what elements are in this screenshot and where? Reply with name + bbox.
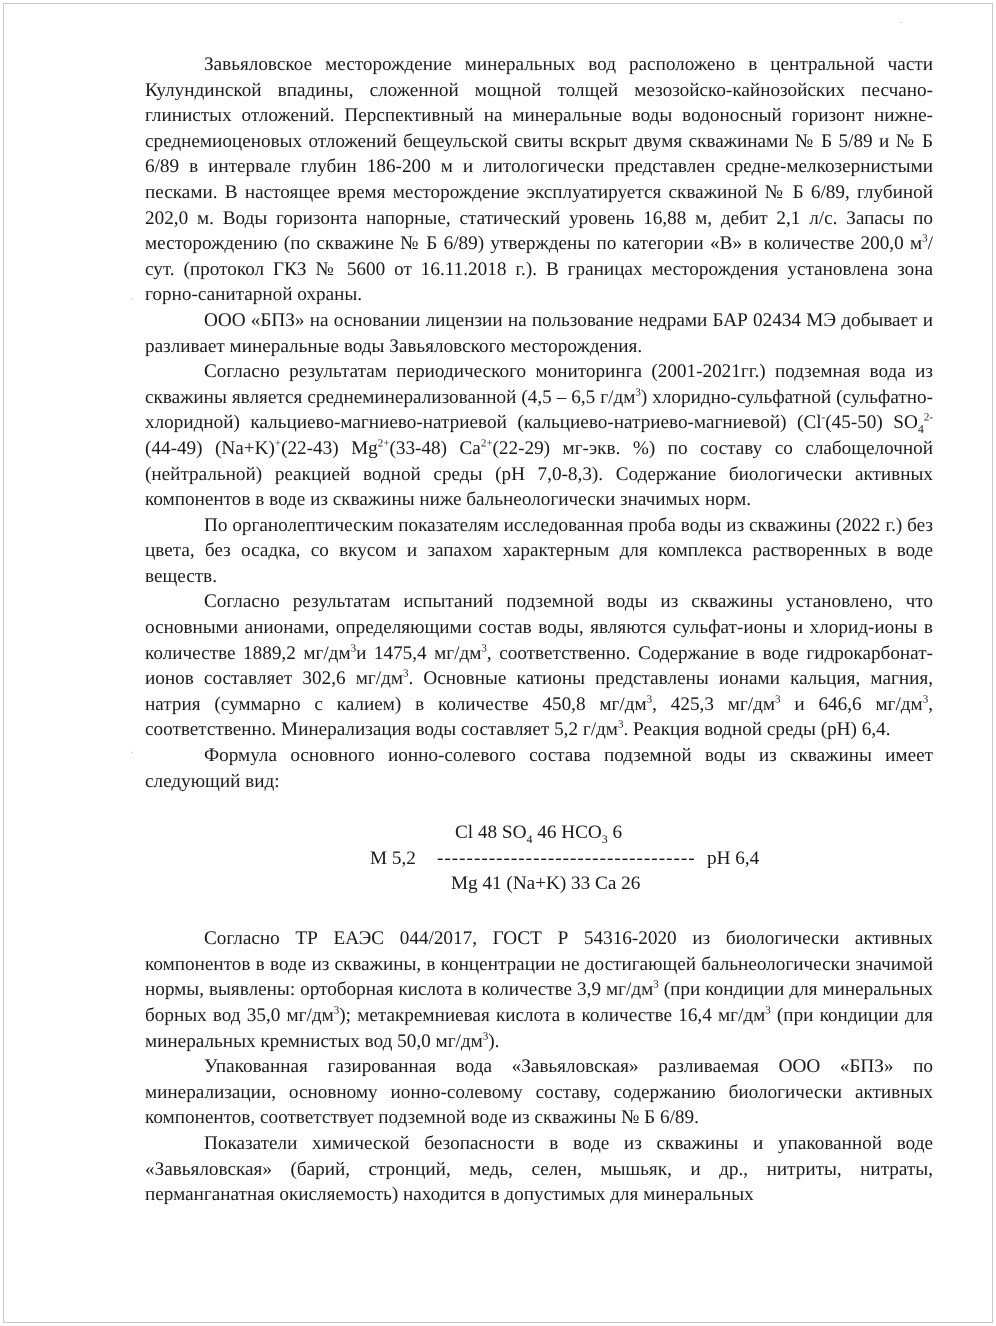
subscript: 4 [526, 832, 533, 847]
ion-composition-formula [145, 820, 933, 896]
paragraph-p4 [145, 513, 933, 590]
text-run: Согласно результатам периодического мониторинга (2001-2021гг.) подземная вода из скважины является среднеминерализованной (4,5 – 6,5 г/дм [145, 361, 933, 408]
superscript: 3 [922, 693, 929, 706]
text-run: (22-43) Mg [281, 437, 378, 459]
formula-denominator: Mg 41 (Na+K) 33 Ca 26 [451, 873, 641, 895]
superscript: 3 [775, 693, 781, 706]
superscript: 3 [653, 979, 659, 992]
text-run: ООО «БПЗ» на основании лицензии на пользование недрами БАР 02434 МЭ добывает и разливает минеральные воды Завьяловского месторождения. [145, 309, 933, 357]
superscript: 2+ [377, 437, 390, 450]
formula-mineralization: М 5,2 [370, 848, 416, 870]
paragraph-p5 [145, 589, 933, 743]
paragraph-p7 [145, 926, 933, 1054]
paragraph-p2 [145, 308, 933, 359]
superscript: + [274, 437, 282, 450]
text-run: и 646,6 мг/дм [780, 693, 923, 715]
text-run: (45-50) SO [825, 412, 918, 434]
superscript: 2- [923, 411, 933, 424]
text-run: По органолептическим показателям исследованная проба воды из скважины (2022 г.) без цвета, без осадка, со вкусом и запахом характерным для комплекса растворенных в воде веществ. [145, 514, 933, 587]
paragraph-p9 [145, 1131, 933, 1208]
text-run: Формула основного ионно-солевого состава подземной воды из скважины имеет следующий вид: [145, 745, 933, 792]
paragraph-p6 [145, 743, 933, 794]
superscript: 3 [350, 642, 357, 655]
text-run: Упакованная газированная вода «Завьяловская» разливаемая ООО «БПЗ» по минерализации, основному ионно-солевому составу, содержанию биологически активных компонентов, соответствует подземной воде из скважины № Б 6/89. [145, 1056, 933, 1129]
text-run: (33-48) Ca [389, 437, 481, 459]
text-run: (при кондиции для минеральных борных вод 35,0 мг/дм [145, 979, 934, 1026]
formula-ph: pH 6,4 [707, 848, 760, 870]
scan-margin-mark: · [130, 292, 134, 306]
superscript: 3 [635, 386, 641, 399]
superscript: - [821, 411, 826, 424]
superscript: 3 [646, 693, 653, 706]
superscript: 3 [402, 667, 409, 680]
text-run: ). [488, 1030, 500, 1052]
text-run: Согласно результатам испытаний подземной воды из скважины установлено, что основными анионами, определяющими состав воды, являются сульфат-ионы и хлорид-ионы в количестве 1889,2 мг/дм [145, 591, 933, 664]
text-run: 46 HCO [532, 822, 602, 844]
formula-numerator [455, 820, 622, 846]
text-run: (44-49) (Na+K) [145, 437, 275, 459]
document-body [145, 52, 933, 1208]
superscript: 3 [617, 719, 624, 732]
text-run: (при кондиции для минеральных кремнистых вод 50,0 мг/дм [145, 1005, 933, 1052]
superscript: 2+ [480, 437, 493, 450]
text-run: Показатели химической безопасности в воде из скважины и упакованной воде «Завьяловская» (барий, стронций, медь, селен, мышьяк, и др., нитриты, нитраты, перманганатная окисляемость) находится в допустимых для минеральных [145, 1132, 933, 1206]
paragraph-p1 [145, 52, 933, 308]
superscript: 3 [922, 232, 928, 245]
text-run: Завьяловское месторождение минеральных вод расположено в центральной части Кулундинской впадины, сложенной мощной толщей мезозойско-кайнозойских песчано-глинистых отложений. Перспективный на минеральные воды водоносный горизонт нижне-среднемиоценовых отложений бещеульской свиты вскрыт двумя скважинами № Б 5/89 и № Б 6/89 в интервале глубин 186-200 м и литологически представлен средне-мелкозернистыми песками. В настоящее время месторождение эксплуатируется скважиной № Б 6/89, глубиной 202,0 м. Воды горизонта напорные, статический уровень 16,88 м, дебит 2,1 л/с. Запасы по месторождению (по скважине № Б 6/89) утверждены по категории «В» в количестве 200,0 м [145, 54, 933, 255]
text-run: и 1475,4 мг/дм [356, 642, 482, 664]
text-run: Согласно ТР ЕАЭС 044/2017, ГОСТ Р 54316-2020 из биологически активных компонентов в воде из скважины, в концентрации не достигающей бальнеологически значимой нормы, выявлены: ортоборная кислота в количестве 3,9 мг/дм [145, 928, 933, 1001]
text-run: (22-29) мг-экв. %) по составу со слабощелочной (нейтральной) реакцией водной среды (pH 7,0-8,3). Содержание биологически активных компонентов в воде из скважины ниже бальнеологически значимых норм. [145, 437, 934, 511]
text-run: /сут. (протокол ГКЗ № 5600 от 16.11.2018 г.). В границах месторождения установлена зона горно-санитарной охраны. [145, 233, 933, 306]
superscript: 3 [333, 1004, 340, 1017]
paragraph-p3 [145, 359, 933, 513]
paragraphs-after-formula [145, 926, 933, 1208]
text-run: Cl 48 SO [455, 822, 527, 844]
formula-fraction-line: ----------------------------------- [437, 848, 696, 870]
scan-speck: · [899, 15, 903, 29]
superscript: 3 [482, 1030, 489, 1043]
text-run: ); метакремниевая кислота в количестве 16,4 мг/дм [339, 1005, 766, 1026]
superscript: 3 [765, 1004, 771, 1017]
text-run: , 425,3 мг/дм [652, 693, 776, 715]
scan-margin-mark: · [130, 745, 134, 759]
text-run: . Основные катионы представлены ионами кальция, магния, натрия (суммарно с калием) в количестве 450,8 мг/дм [145, 668, 933, 715]
text-run: , соответственно. Минерализация воды составляет 5,2 г/дм [145, 693, 933, 741]
paragraph-p8 [145, 1054, 933, 1131]
text-run: 6 [607, 822, 623, 844]
text-run: ) хлоридно-сульфатной (сульфатно-хлоридной) кальциево-магниево-натриевой (кальциево-натриево-магниевой) (Cl [145, 386, 934, 434]
superscript: 3 [481, 642, 487, 655]
text-run: , соответственно. Содержание в воде гидрокарбонат-ионов составляет 302,6 мг/дм [145, 642, 933, 690]
subscript: 4 [917, 422, 924, 437]
text-run: . Реакция водной среды (pH) 6,4. [623, 719, 891, 741]
subscript: 3 [601, 832, 608, 847]
paragraphs-before-formula [145, 52, 933, 794]
